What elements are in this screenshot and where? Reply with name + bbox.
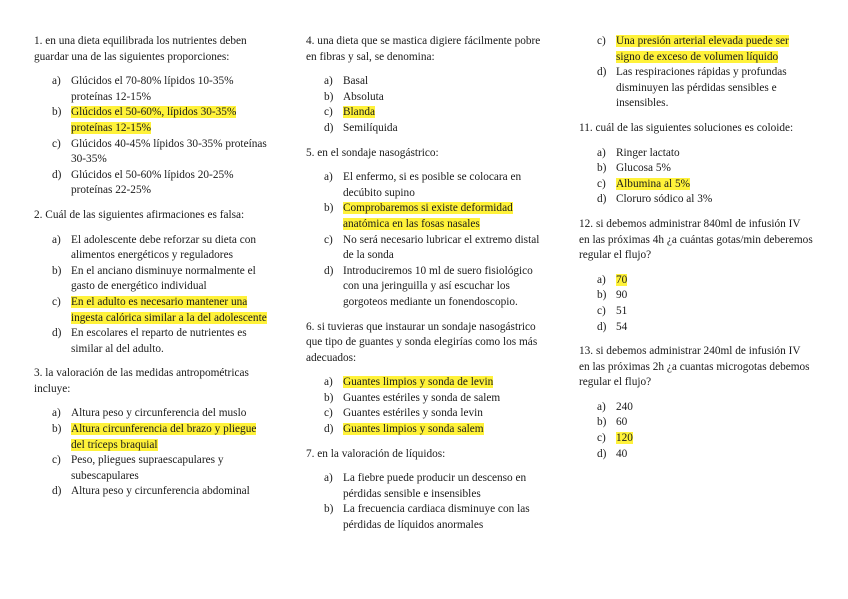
- option-item: [579, 65, 813, 112]
- option-item: [579, 146, 813, 162]
- column-2: [306, 34, 543, 543]
- question-stem: 5. en el sondaje nasogástrico:: [306, 146, 439, 159]
- option-letter: b): [597, 416, 607, 429]
- option-item: [306, 105, 543, 121]
- option-letter: a): [52, 75, 61, 88]
- question-block: [306, 320, 543, 438]
- option-letter: a): [597, 400, 606, 413]
- option-letter: c): [52, 137, 61, 150]
- option-letter: d): [52, 168, 62, 181]
- option-item: [306, 422, 543, 438]
- question-block: [579, 121, 813, 208]
- option-item: [306, 121, 543, 137]
- option-item: [306, 264, 543, 311]
- option-item: [579, 304, 813, 320]
- option-letter: c): [597, 432, 606, 445]
- option-text: 40: [616, 447, 628, 460]
- option-letter: d): [597, 193, 607, 206]
- option-text-highlighted: En el adulto es necesario mantener una ingesta calórica similar a la del adolescente: [71, 295, 267, 324]
- option-text-highlighted: Guantes limpios y sonda de levin: [343, 376, 494, 389]
- option-text: No será necesario lubricar el extremo distal de la sonda: [343, 233, 540, 262]
- option-letter: b): [324, 202, 334, 215]
- option-text: El adolescente debe reforzar su dieta con alimentos energéticos y reguladores: [71, 233, 257, 262]
- option-letter: c): [324, 407, 333, 420]
- option-item: [306, 471, 543, 502]
- option-letter: a): [324, 376, 333, 389]
- option-letter: d): [324, 423, 334, 436]
- column-1: [34, 34, 270, 509]
- options-list: [34, 74, 270, 199]
- option-item: [34, 453, 270, 484]
- question-stem: 7. en la valoración de líquidos:: [306, 447, 446, 460]
- option-text: El enfermo, si es posible se colocara en decúbito supino: [343, 171, 522, 199]
- question-block: [579, 217, 813, 335]
- option-item: [34, 484, 270, 500]
- option-text: Glúcidos el 70-80% lípidos 10-35% proteínas 12-15%: [71, 75, 234, 103]
- option-item: [579, 273, 813, 289]
- option-text-highlighted: 120: [616, 432, 633, 445]
- option-item: [34, 326, 270, 357]
- option-item: [306, 375, 543, 391]
- option-letter: d): [324, 121, 334, 134]
- option-text-highlighted: Una presión arterial elevada puede ser signo de exceso de volumen líquido: [616, 35, 789, 63]
- option-text: Las respiraciones rápidas y profundas disminuyen las pérdidas sensibles e insensibles.: [616, 66, 787, 110]
- option-text: Peso, pliegues supraescapulares y subescapulares: [71, 454, 224, 482]
- option-item: [579, 400, 813, 416]
- option-letter: b): [52, 264, 62, 277]
- option-letter: b): [52, 423, 62, 436]
- option-text: Ringer lactato: [616, 146, 680, 159]
- option-text: Altura peso y circunferencia abdominal: [71, 485, 250, 498]
- question-stem: 12. si debemos administrar 840ml de infusión IV en las próximas 4h ¿a cuántas gotas/min deberemos regular el flujo?: [579, 217, 813, 262]
- question-stem: 1. en una dieta equilibrada los nutrientes deben guardar una de las siguientes proporciones:: [34, 35, 247, 63]
- option-letter: d): [597, 66, 607, 79]
- option-item: [579, 192, 813, 208]
- option-text: La frecuencia cardiaca disminuye con las pérdidas de líquidos anormales: [343, 503, 530, 532]
- option-item: [579, 431, 813, 447]
- option-letter: d): [597, 447, 607, 460]
- option-letter: a): [597, 146, 606, 159]
- option-letter: d): [52, 327, 62, 340]
- option-item: [579, 320, 813, 336]
- option-item: [579, 415, 813, 431]
- option-letter: c): [597, 35, 606, 47]
- option-text: En el anciano disminuye normalmente el gasto de energético individual: [71, 264, 256, 293]
- option-item: [579, 447, 813, 463]
- column-3: [579, 34, 813, 471]
- option-text: 60: [616, 416, 628, 429]
- option-text-highlighted: Glúcidos el 50-60%, lípidos 30-35% proteínas 12-15%: [71, 106, 237, 134]
- option-letter: a): [52, 233, 61, 246]
- option-item: [306, 406, 543, 422]
- option-letter: b): [597, 289, 607, 302]
- option-item: [306, 391, 543, 407]
- options-list: [579, 400, 813, 462]
- option-letter: b): [324, 90, 334, 103]
- option-text: Basal: [343, 75, 369, 88]
- option-letter: a): [324, 472, 333, 485]
- option-text: La fiebre puede producir un descenso en pérdidas sensible e insensibles: [343, 472, 527, 500]
- option-text: 240: [616, 400, 633, 413]
- question-block: [34, 208, 270, 357]
- option-letter: c): [597, 304, 606, 317]
- option-item: [34, 105, 270, 136]
- option-letter: b): [52, 106, 62, 119]
- option-letter: c): [324, 233, 333, 246]
- option-letter: d): [52, 485, 62, 498]
- question-block: [34, 366, 270, 500]
- option-letter: d): [597, 320, 607, 333]
- option-letter: b): [324, 503, 334, 516]
- option-letter: d): [324, 264, 334, 277]
- question-block-continued: [579, 34, 813, 112]
- question-block: [34, 34, 270, 199]
- option-item: [34, 406, 270, 422]
- option-letter: c): [324, 106, 333, 119]
- option-item: [579, 288, 813, 304]
- question-stem: 6. si tuvieras que instaurar un sondaje nasogástrico que tipo de guantes y sonda elegirías como los más adecuados:: [306, 320, 538, 364]
- options-list: [579, 34, 813, 112]
- option-item: [306, 74, 543, 90]
- option-item: [34, 264, 270, 295]
- option-text: Introduciremos 10 ml de suero fisiológico con una jeringuilla y así escuchar los gorgoteos mediante un fonendoscopio.: [343, 264, 533, 308]
- question-block: [306, 146, 543, 311]
- option-letter: a): [597, 273, 606, 286]
- options-list: [306, 74, 543, 136]
- question-stem: 11. cuál de las siguientes soluciones es coloide:: [579, 121, 794, 134]
- option-text: 90: [616, 289, 628, 302]
- option-text: Semilíquida: [343, 121, 398, 134]
- question-stem: 13. si debemos administrar 240ml de infusión IV en las próximas 2h ¿a cuantas microgotas debemos regular el flujo?: [579, 345, 810, 389]
- option-item: [579, 34, 813, 65]
- option-item: [306, 90, 543, 106]
- option-item: [34, 74, 270, 105]
- options-list: [579, 146, 813, 208]
- option-letter: c): [597, 177, 606, 190]
- option-text: Cloruro sódico al 3%: [616, 193, 713, 206]
- option-text: En escolares el reparto de nutrientes es similar al del adulto.: [71, 327, 247, 355]
- option-item: [306, 201, 543, 232]
- option-text-highlighted: Altura circunferencia del brazo y pliegue del tríceps braquial: [71, 423, 257, 451]
- option-letter: b): [597, 162, 607, 175]
- option-letter: c): [52, 454, 61, 467]
- option-text: Guantes estériles y sonda levin: [343, 407, 483, 420]
- option-item: [34, 295, 270, 326]
- options-list: [306, 471, 543, 533]
- question-stem: 4. una dieta que se mastica digiere fácilmente pobre en fibras y sal, se denomina:: [306, 35, 541, 63]
- option-text: Glucosa 5%: [616, 162, 671, 175]
- option-text-highlighted: Albumina al 5%: [616, 177, 691, 190]
- option-text: Absoluta: [343, 90, 384, 103]
- options-list: [306, 170, 543, 310]
- option-item: [34, 233, 270, 264]
- option-item: [306, 233, 543, 264]
- option-item: [34, 137, 270, 168]
- option-item: [34, 422, 270, 453]
- option-text: 51: [616, 304, 628, 317]
- options-list: [579, 273, 813, 335]
- option-letter: a): [324, 75, 333, 88]
- option-letter: a): [52, 407, 61, 420]
- question-block: [306, 34, 543, 137]
- question-block: [579, 344, 813, 462]
- option-text-highlighted: 70: [616, 273, 628, 286]
- option-item: [306, 502, 543, 533]
- option-text: Altura peso y circunferencia del muslo: [71, 407, 247, 420]
- option-item: [579, 177, 813, 193]
- option-letter: a): [324, 171, 333, 184]
- option-item: [306, 170, 543, 201]
- option-item: [34, 168, 270, 199]
- option-text-highlighted: Guantes limpios y sonda salem: [343, 423, 484, 436]
- option-text: Guantes estériles y sonda de salem: [343, 391, 501, 404]
- option-text: Glúcidos 40-45% lípidos 30-35% proteínas 30-35%: [71, 137, 267, 166]
- option-text: Glúcidos el 50-60% lípidos 20-25% proteínas 22-25%: [71, 168, 234, 197]
- options-list: [306, 375, 543, 437]
- option-text-highlighted: Blanda: [343, 106, 375, 119]
- question-block: [306, 447, 543, 534]
- option-letter: b): [324, 391, 334, 404]
- option-text-highlighted: Comprobaremos si existe deformidad anatómica en las fosas nasales: [343, 202, 513, 230]
- options-list: [34, 406, 270, 500]
- question-stem: 2. Cuál de las siguientes afirmaciones es falsa:: [34, 208, 245, 221]
- question-stem: 3. la valoración de las medidas antropométricas incluye:: [34, 367, 249, 395]
- options-list: [34, 233, 270, 358]
- option-item: [579, 161, 813, 177]
- option-text: 54: [616, 320, 628, 333]
- option-letter: c): [52, 295, 61, 308]
